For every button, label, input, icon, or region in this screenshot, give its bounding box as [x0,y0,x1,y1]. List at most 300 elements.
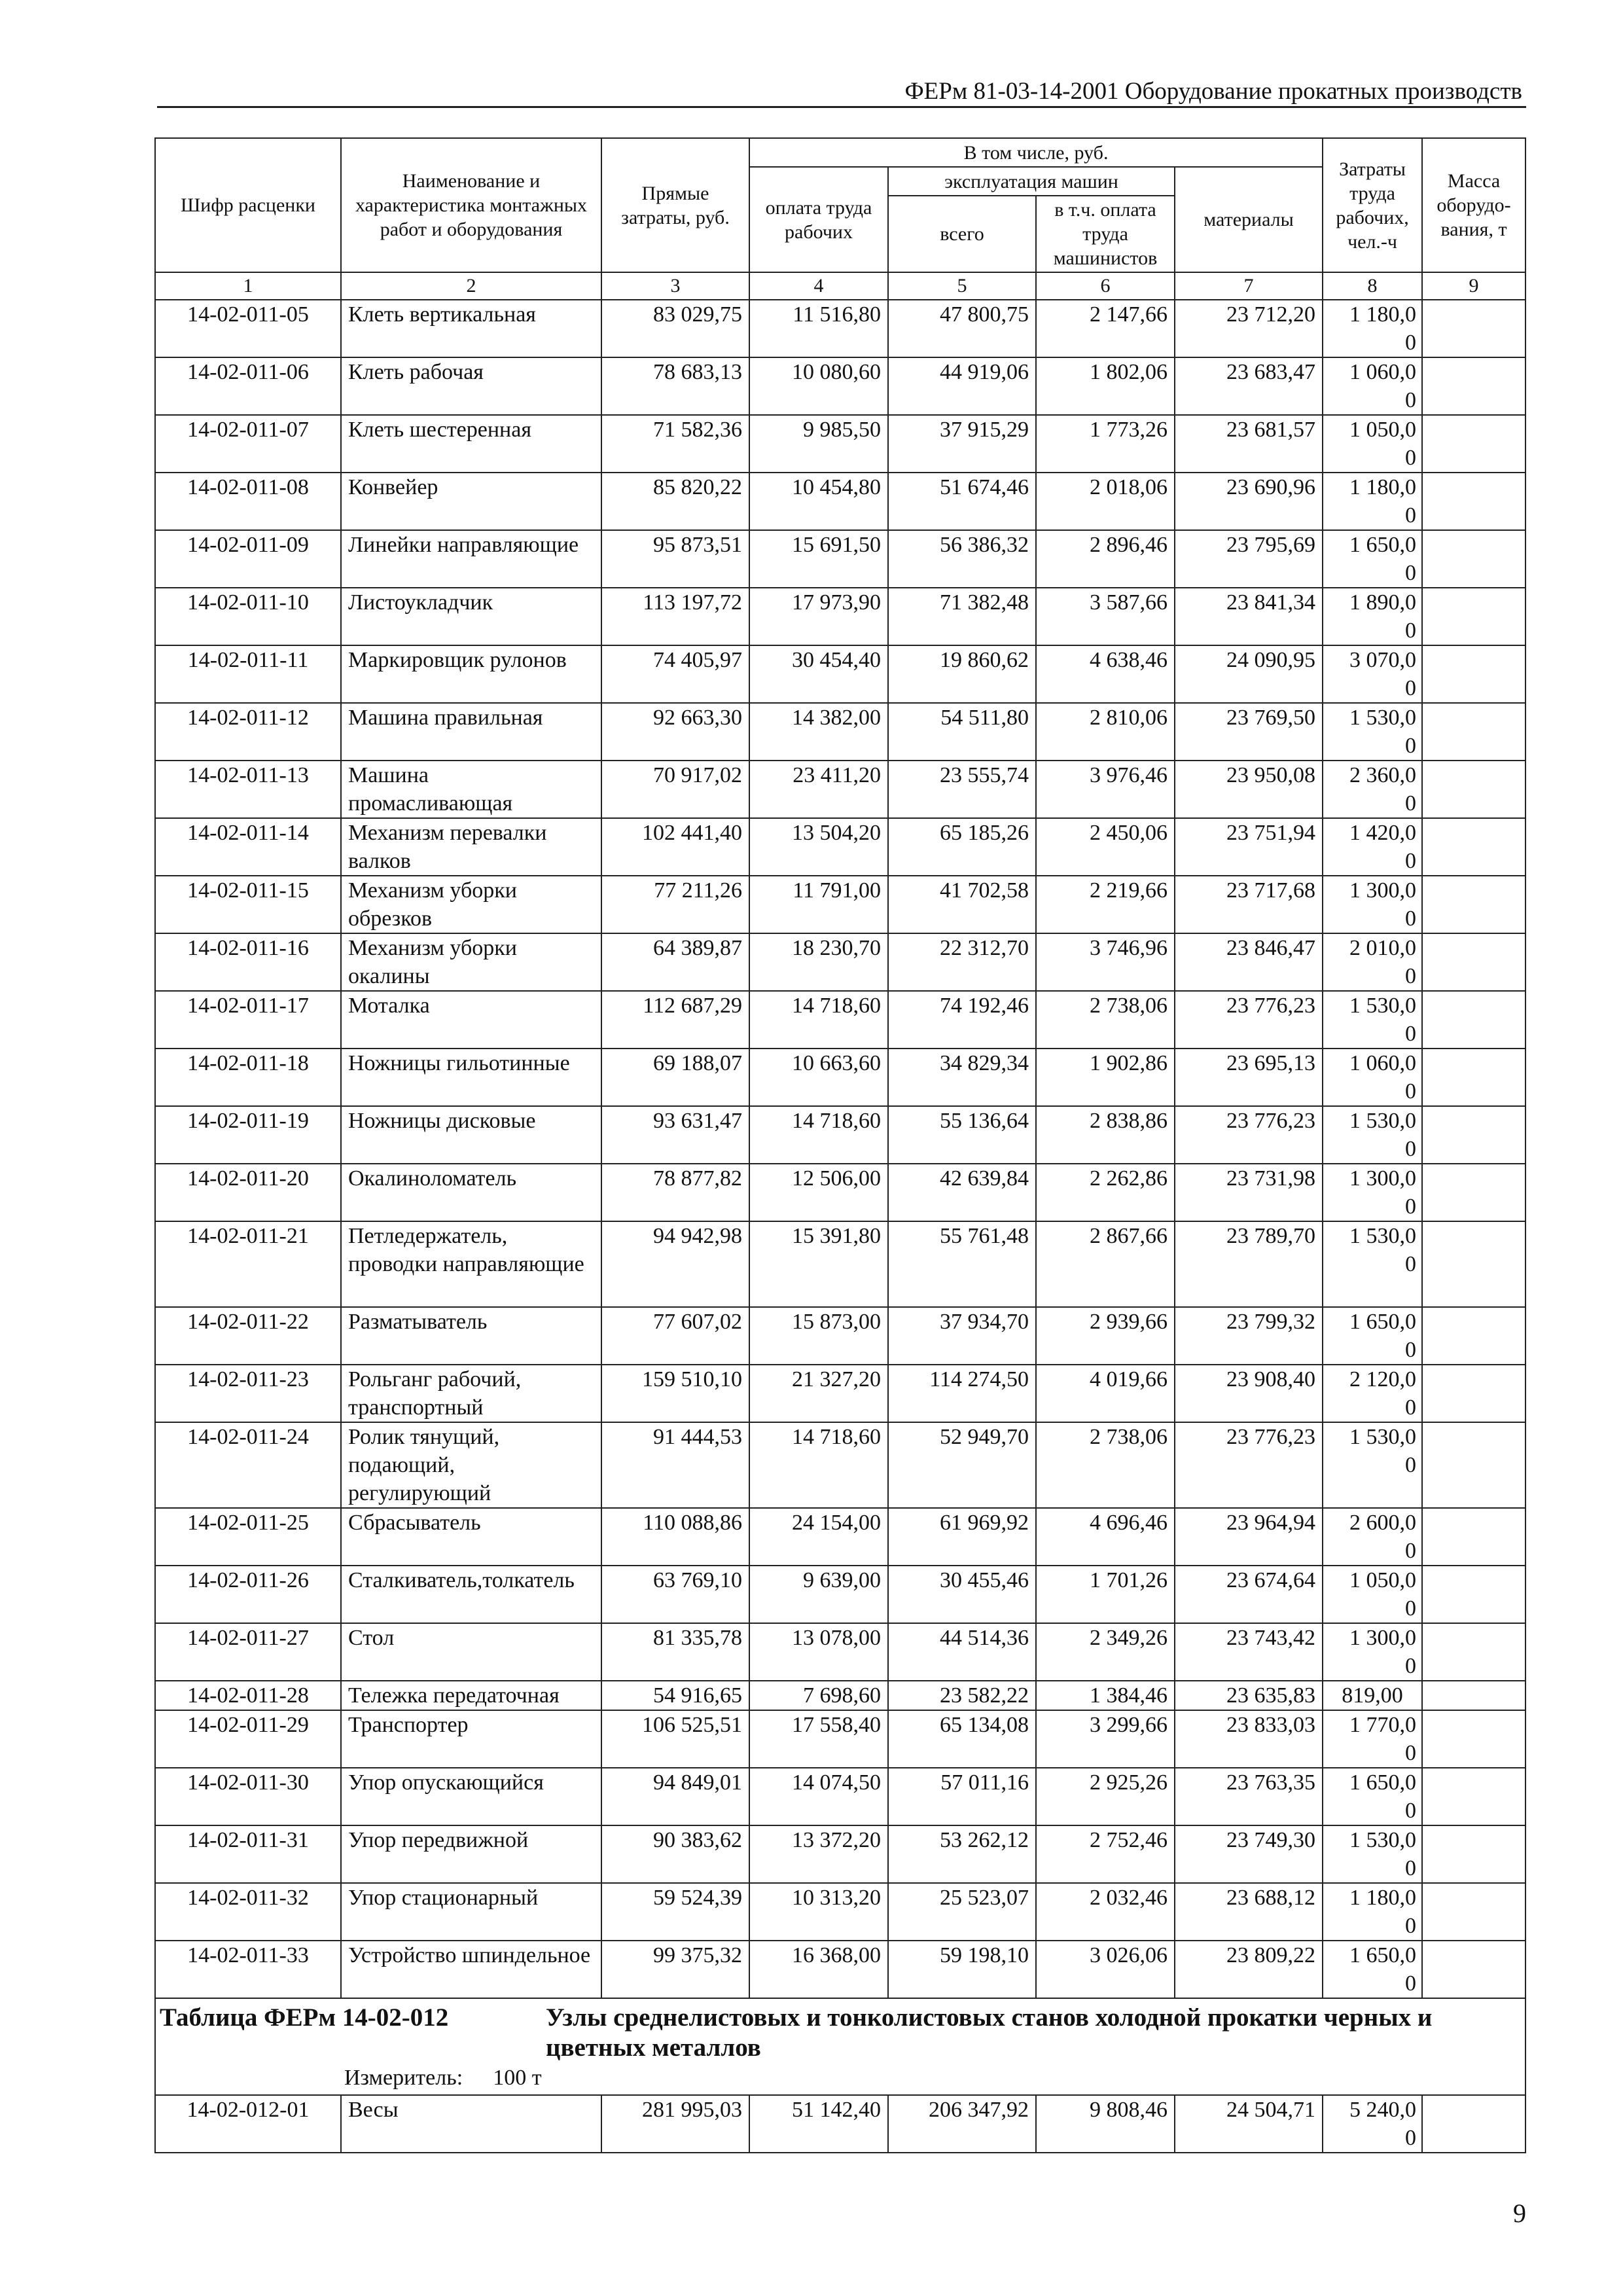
machine-total: 65 134,08 [888,1710,1036,1768]
labor-value: 1 770,0 [1349,1713,1417,1737]
machine-total: 22 312,70 [888,933,1036,991]
rate-code: 14-02-011-26 [155,1566,341,1623]
work-name: Механизм уборки обрезков [341,876,601,933]
column-number: 4 [749,272,888,300]
materials-cost: 23 749,30 [1175,1825,1323,1883]
section-meter [344,2064,1521,2092]
worker-wages: 15 391,80 [749,1221,888,1307]
table-row [155,818,1525,876]
direct-costs: 77 211,26 [601,876,749,933]
equipment-mass [1422,1106,1525,1164]
machine-total: 52 949,70 [888,1422,1036,1508]
worker-wages: 18 230,70 [749,933,888,991]
rate-code: 14-02-011-31 [155,1825,341,1883]
materials-cost: 23 809,22 [1175,1941,1323,1998]
equipment-mass [1422,645,1525,703]
table-row [155,1825,1525,1883]
table-row [155,1681,1525,1710]
direct-costs: 74 405,97 [601,645,749,703]
rate-code: 14-02-011-23 [155,1365,341,1422]
materials-cost: 23 681,57 [1175,415,1323,473]
section-title-line [160,2003,1521,2063]
materials-cost: 23 712,20 [1175,300,1323,357]
materials-cost: 23 695,13 [1175,1049,1323,1106]
rate-code: 14-02-011-28 [155,1681,341,1710]
table-row [155,473,1525,530]
rate-code: 14-02-011-12 [155,703,341,761]
worker-wages: 14 718,60 [749,1422,888,1508]
worker-wages: 9 985,50 [749,415,888,473]
document-header [157,73,1526,108]
worker-wages: 14 718,60 [749,1106,888,1164]
work-name: Рольганг рабочий, транспортный [341,1365,601,1422]
equipment-mass [1422,761,1525,818]
section-header-row [155,1998,1525,2095]
worker-wages: 11 791,00 [749,876,888,933]
machine-total: 55 761,48 [888,1221,1036,1307]
machinist-wages: 2 147,66 [1036,300,1175,357]
machine-total: 53 262,12 [888,1825,1036,1883]
work-name: Тележка передаточная [341,1681,601,1710]
labor-value-tail: 0 [1405,906,1417,931]
machine-total: 55 136,64 [888,1106,1036,1164]
equipment-mass [1422,1710,1525,1768]
machine-total: 54 511,80 [888,703,1036,761]
materials-cost: 23 846,47 [1175,933,1323,991]
labor-value: 1 530,0 [1349,1109,1417,1133]
labor-value: 1 650,0 [1349,1943,1417,1967]
equipment-mass [1422,2095,1525,2153]
labor-value: 2 360,0 [1349,763,1417,787]
equipment-mass [1422,1681,1525,1710]
rate-code: 14-02-011-25 [155,1508,341,1566]
work-name: Линейки направляющие [341,530,601,588]
direct-costs: 112 687,29 [601,991,749,1049]
equipment-mass [1422,876,1525,933]
materials-cost: 23 690,96 [1175,473,1323,530]
machinist-wages: 2 867,66 [1036,1221,1175,1307]
labor-value-tail: 0 [1405,1799,1417,1823]
page-number: 9 [1513,2198,1526,2228]
worker-wages: 17 973,90 [749,588,888,645]
labor-cost [1323,357,1422,415]
materials-cost: 23 769,50 [1175,703,1323,761]
worker-wages: 21 327,20 [749,1365,888,1422]
column-number: 9 [1422,272,1525,300]
labor-cost [1323,1941,1422,1998]
column-number: 1 [155,272,341,300]
work-name: Машина промасливающая [341,761,601,818]
table-row [155,1710,1525,1768]
labor-cost [1323,1623,1422,1681]
worker-wages: 30 454,40 [749,645,888,703]
table-row [155,1422,1525,1508]
machine-total: 30 455,46 [888,1566,1036,1623]
machine-total: 56 386,32 [888,530,1036,588]
materials-cost: 23 833,03 [1175,1710,1323,1768]
labor-cost [1323,761,1422,818]
machinist-wages: 2 925,26 [1036,1768,1175,1825]
table-row [155,588,1525,645]
labor-value-tail: 0 [1405,1596,1417,1621]
labor-value: 2 120,0 [1349,1367,1417,1391]
labor-value-tail: 0 [1405,1079,1417,1103]
rate-code: 14-02-011-05 [155,300,341,357]
worker-wages: 17 558,40 [749,1710,888,1768]
labor-cost [1323,1365,1422,1422]
equipment-mass [1422,530,1525,588]
table-row [155,300,1525,357]
labor-value-tail: 0 [1405,964,1417,988]
work-name: Листоукладчик [341,588,601,645]
machine-total: 74 192,46 [888,991,1036,1049]
equipment-mass [1422,1307,1525,1365]
work-name: Моталка [341,991,601,1049]
work-name: Сталкиватель,толкатель [341,1566,601,1623]
work-name: Окалиноломатель [341,1164,601,1221]
rate-code: 14-02-011-30 [155,1768,341,1825]
table-row [155,1164,1525,1221]
labor-value: 1 300,0 [1349,1166,1417,1191]
machine-total: 42 639,84 [888,1164,1036,1221]
direct-costs: 77 607,02 [601,1307,749,1365]
labor-value: 1 060,0 [1349,1051,1417,1075]
machinist-wages: 2 810,06 [1036,703,1175,761]
worker-wages: 11 516,80 [749,300,888,357]
labor-cost [1323,1049,1422,1106]
labor-value: 1 050,0 [1349,1568,1417,1592]
work-name: Устройство шпиндельное [341,1941,601,1998]
table-row [155,530,1525,588]
equipment-mass [1422,818,1525,876]
table-row [155,1623,1525,1681]
col-header-code: Шифр расценки [155,138,341,272]
labor-value: 1 890,0 [1349,590,1417,615]
worker-wages: 16 368,00 [749,1941,888,1998]
col-header-materials: материалы [1175,167,1323,272]
labor-value-tail: 0 [1405,1741,1417,1765]
worker-wages: 9 639,00 [749,1566,888,1623]
equipment-mass [1422,1883,1525,1941]
worker-wages: 14 074,50 [749,1768,888,1825]
machinist-wages: 2 450,06 [1036,818,1175,876]
machinist-wages: 2 896,46 [1036,530,1175,588]
column-number: 6 [1036,272,1175,300]
equipment-mass [1422,300,1525,357]
materials-cost: 23 776,23 [1175,1422,1323,1508]
table-row [155,991,1525,1049]
materials-cost: 23 776,23 [1175,991,1323,1049]
labor-value-tail: 0 [1405,1914,1417,1938]
work-name: Механизм уборки окалины [341,933,601,991]
labor-value: 1 180,0 [1349,475,1417,499]
machinist-wages: 2 939,66 [1036,1307,1175,1365]
col-header-total: всего [888,196,1036,272]
table-row [155,357,1525,415]
direct-costs: 102 441,40 [601,818,749,876]
col-header-incl-wages: в т.ч. оплата труда машинистов [1036,196,1175,272]
machinist-wages: 4 019,66 [1036,1365,1175,1422]
equipment-mass [1422,1365,1525,1422]
labor-value: 5 240,0 [1349,2098,1417,2122]
labor-cost [1323,1106,1422,1164]
labor-cost [1323,1768,1422,1825]
machinist-wages: 1 902,86 [1036,1049,1175,1106]
machine-total: 44 919,06 [888,357,1036,415]
labor-cost [1323,818,1422,876]
labor-cost [1323,473,1422,530]
labor-value: 819,00 [1342,1683,1403,1708]
equipment-mass [1422,1049,1525,1106]
rate-code: 14-02-011-24 [155,1422,341,1508]
col-header-mass: Масса оборудо-вания, т [1422,138,1525,272]
labor-value-tail: 0 [1405,1971,1417,1996]
labor-value-tail: 0 [1405,1252,1417,1276]
labor-value: 1 530,0 [1349,1828,1417,1852]
direct-costs: 78 877,82 [601,1164,749,1221]
work-name: Конвейер [341,473,601,530]
labor-value-tail: 0 [1405,849,1417,873]
machine-total: 37 915,29 [888,415,1036,473]
direct-costs: 59 524,39 [601,1883,749,1941]
materials-cost: 23 789,70 [1175,1221,1323,1307]
machine-total: 59 198,10 [888,1941,1036,1998]
materials-cost: 23 683,47 [1175,357,1323,415]
rate-code: 14-02-011-33 [155,1941,341,1998]
labor-value: 1 300,0 [1349,1626,1417,1650]
materials-cost: 23 964,94 [1175,1508,1323,1566]
machine-total: 57 011,16 [888,1768,1036,1825]
machinist-wages: 4 696,46 [1036,1508,1175,1566]
materials-cost: 23 674,64 [1175,1566,1323,1623]
materials-cost: 23 795,69 [1175,530,1323,588]
machinist-wages: 9 808,46 [1036,2095,1175,2153]
equipment-mass [1422,1566,1525,1623]
materials-cost: 23 776,23 [1175,1106,1323,1164]
rate-code: 14-02-011-27 [155,1623,341,1681]
work-name: Механизм перевалки валков [341,818,601,876]
equipment-mass [1422,1768,1525,1825]
table-row [155,933,1525,991]
machinist-wages: 3 026,06 [1036,1941,1175,1998]
labor-value: 1 300,0 [1349,878,1417,903]
rates-table [154,137,1526,2153]
table-row [155,415,1525,473]
machine-total: 47 800,75 [888,300,1036,357]
table-row [155,1221,1525,1307]
labor-value-tail: 0 [1405,1539,1417,1563]
labor-value: 1 650,0 [1349,533,1417,557]
labor-cost [1323,1825,1422,1883]
direct-costs: 91 444,53 [601,1422,749,1508]
equipment-mass [1422,991,1525,1049]
labor-value-tail: 0 [1405,1022,1417,1046]
materials-cost: 23 908,40 [1175,1365,1323,1422]
machinist-wages: 2 219,66 [1036,876,1175,933]
labor-cost [1323,415,1422,473]
rate-code: 14-02-011-11 [155,645,341,703]
direct-costs: 81 335,78 [601,1623,749,1681]
equipment-mass [1422,1623,1525,1681]
direct-costs: 85 820,22 [601,473,749,530]
worker-wages: 23 411,20 [749,761,888,818]
document-title: ФЕРм 81-03-14-2001 Оборудование прокатных производств [904,78,1522,105]
equipment-mass [1422,473,1525,530]
equipment-mass [1422,1164,1525,1221]
machinist-wages: 1 701,26 [1036,1566,1175,1623]
table-row [155,1307,1525,1365]
labor-value: 1 050,0 [1349,418,1417,442]
work-name: Весы [341,2095,601,2153]
rate-code: 14-02-011-21 [155,1221,341,1307]
labor-value-tail: 0 [1405,1654,1417,1678]
rate-code: 14-02-011-19 [155,1106,341,1164]
worker-wages: 13 078,00 [749,1623,888,1681]
rate-code: 14-02-011-10 [155,588,341,645]
direct-costs: 113 197,72 [601,588,749,645]
rate-code: 14-02-011-13 [155,761,341,818]
rate-code: 14-02-011-32 [155,1883,341,1941]
direct-costs: 93 631,47 [601,1106,749,1164]
labor-value: 1 530,0 [1349,994,1417,1018]
work-name: Ножницы гильотинные [341,1049,601,1106]
col-header-wages: оплата труда рабочих [749,167,888,272]
work-name: Клеть шестеренная [341,415,601,473]
rate-code: 14-02-011-07 [155,415,341,473]
work-name: Упор передвижной [341,1825,601,1883]
labor-cost [1323,1681,1422,1710]
machinist-wages: 1 384,46 [1036,1681,1175,1710]
work-name: Транспортер [341,1710,601,1768]
machine-total: 65 185,26 [888,818,1036,876]
table-row [155,1566,1525,1623]
machine-total: 23 555,74 [888,761,1036,818]
machine-total: 71 382,48 [888,588,1036,645]
column-number-row [155,272,1525,300]
labor-cost [1323,1422,1422,1508]
work-name: Упор стационарный [341,1883,601,1941]
labor-value-tail: 0 [1405,331,1417,355]
work-name: Упор опускающийся [341,1768,601,1825]
table-body [155,300,1525,2153]
equipment-mass [1422,1221,1525,1307]
materials-cost: 23 717,68 [1175,876,1323,933]
column-number: 8 [1323,272,1422,300]
machinist-wages: 2 018,06 [1036,473,1175,530]
meter-label: Измеритель: [344,2066,463,2090]
worker-wages: 13 504,20 [749,818,888,876]
rate-code: 14-02-011-22 [155,1307,341,1365]
labor-cost [1323,876,1422,933]
rate-code: 14-02-011-06 [155,357,341,415]
materials-cost: 23 751,94 [1175,818,1323,876]
machine-total: 41 702,58 [888,876,1036,933]
rate-code: 14-02-012-01 [155,2095,341,2153]
table-row [155,761,1525,818]
labor-value-tail: 0 [1405,1137,1417,1161]
materials-cost: 23 799,32 [1175,1307,1323,1365]
direct-costs: 83 029,75 [601,300,749,357]
table-row [155,1768,1525,1825]
direct-costs: 90 383,62 [601,1825,749,1883]
work-name: Петледержатель, проводки направляющие [341,1221,601,1307]
rate-code: 14-02-011-20 [155,1164,341,1221]
materials-cost: 23 635,83 [1175,1681,1323,1710]
worker-wages: 12 506,00 [749,1164,888,1221]
labor-cost [1323,703,1422,761]
labor-cost [1323,1566,1422,1623]
labor-cost [1323,991,1422,1049]
materials-cost: 23 688,12 [1175,1883,1323,1941]
worker-wages: 7 698,60 [749,1681,888,1710]
labor-cost [1323,1307,1422,1365]
meter-value: 100 т [493,2066,542,2090]
labor-value-tail: 0 [1405,676,1417,700]
work-name: Ролик тянущий, подающий, регулирующий [341,1422,601,1508]
work-name: Разматыватель [341,1307,601,1365]
labor-cost [1323,1508,1422,1566]
labor-cost [1323,1883,1422,1941]
table-row [155,1106,1525,1164]
labor-value-tail: 0 [1405,2126,1417,2150]
labor-cost [1323,300,1422,357]
machinist-wages: 1 773,26 [1036,415,1175,473]
labor-value: 1 420,0 [1349,821,1417,845]
labor-value-tail: 0 [1405,1194,1417,1219]
col-header-labor: Затраты труда рабочих, чел.-ч [1323,138,1422,272]
table-row [155,1883,1525,1941]
machinist-wages: 3 587,66 [1036,588,1175,645]
rate-code: 14-02-011-29 [155,1710,341,1768]
equipment-mass [1422,1422,1525,1508]
work-name: Машина правильная [341,703,601,761]
worker-wages: 10 663,60 [749,1049,888,1106]
col-header-name: Наименование и характеристика монтажных работ и оборудования [341,138,601,272]
worker-wages: 10 313,20 [749,1883,888,1941]
equipment-mass [1422,1941,1525,1998]
machinist-wages: 2 032,46 [1036,1883,1175,1941]
machine-total: 51 674,46 [888,473,1036,530]
machine-total: 37 934,70 [888,1307,1036,1365]
worker-wages: 14 718,60 [749,991,888,1049]
materials-cost: 23 950,08 [1175,761,1323,818]
labor-value-tail: 0 [1405,1338,1417,1362]
work-name: Сбрасыватель [341,1508,601,1566]
direct-costs: 94 942,98 [601,1221,749,1307]
rate-code: 14-02-011-08 [155,473,341,530]
worker-wages: 24 154,00 [749,1508,888,1566]
labor-cost [1323,1164,1422,1221]
table-row [155,876,1525,933]
worker-wages: 15 691,50 [749,530,888,588]
labor-value: 3 070,0 [1349,648,1417,672]
worker-wages: 10 454,80 [749,473,888,530]
section-title: Узлы среднелистовых и тонколистовых станов холодной прокатки черных и цветных металлов [546,2003,1433,2062]
labor-value: 1 180,0 [1349,302,1417,327]
labor-value: 2 010,0 [1349,936,1417,960]
direct-costs: 63 769,10 [601,1566,749,1623]
direct-costs: 70 917,02 [601,761,749,818]
labor-cost [1323,1710,1422,1768]
labor-cost [1323,530,1422,588]
labor-cost [1323,645,1422,703]
direct-costs: 71 582,36 [601,415,749,473]
materials-cost: 23 763,35 [1175,1768,1323,1825]
direct-costs: 78 683,13 [601,357,749,415]
direct-costs: 54 916,65 [601,1681,749,1710]
machinist-wages: 2 349,26 [1036,1623,1175,1681]
rate-code: 14-02-011-16 [155,933,341,991]
